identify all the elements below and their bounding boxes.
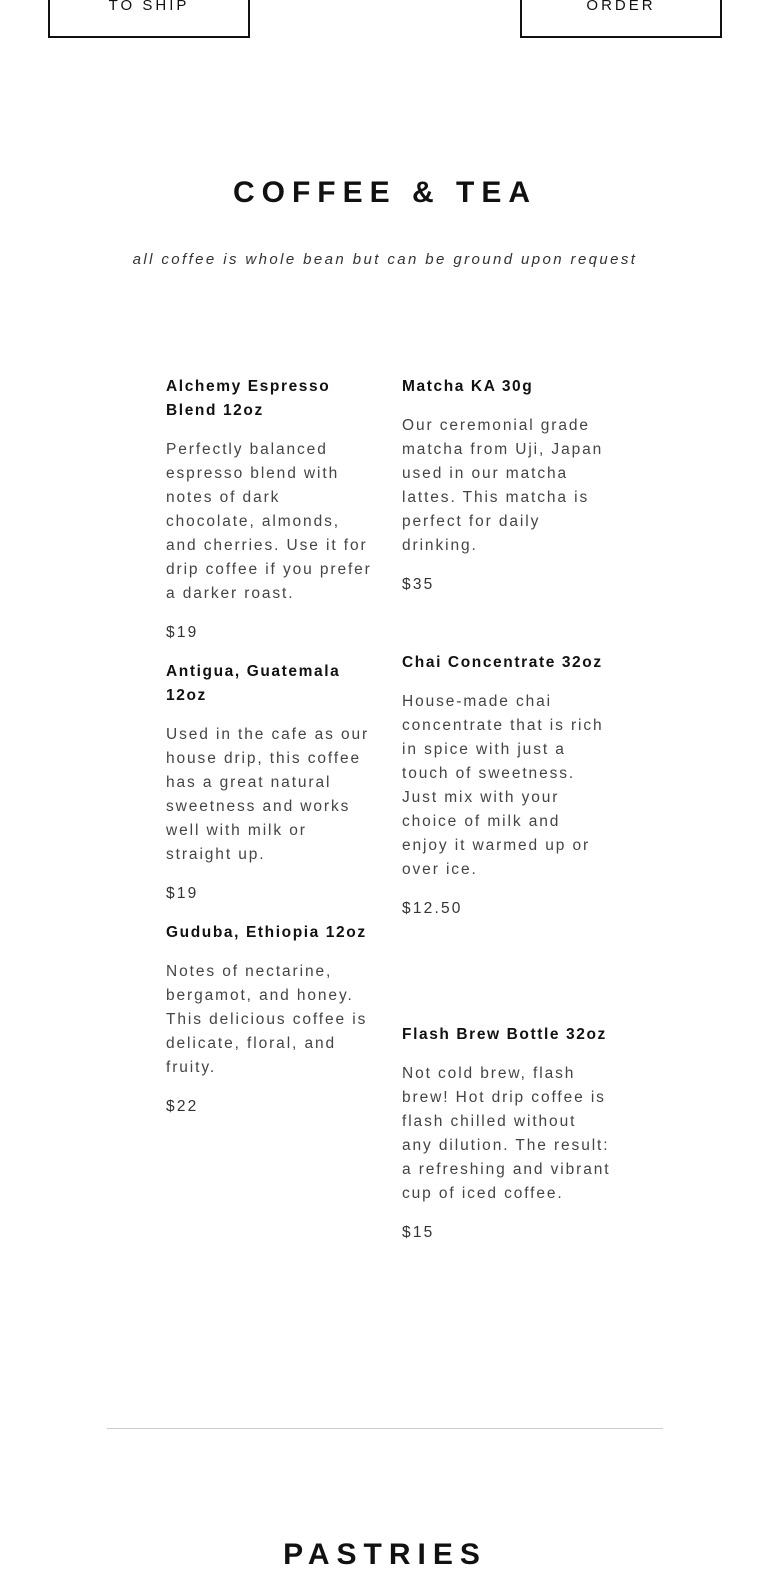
menu-item-description: House-made chai concentrate that is rich in spice with just a touch of sweetness. Just mix with your choice of milk and enjoy it warmed up or over ice.	[402, 693, 604, 878]
menu-item-name: Antigua, Guatemala 12oz	[166, 663, 341, 704]
menu-item	[402, 375, 612, 651]
section-subtitle: all coffee is whole bean but can be ground upon request	[132, 251, 638, 268]
menu-item	[166, 660, 376, 921]
menu-item-name: Alchemy Espresso Blend 12oz	[166, 378, 331, 419]
menu-item-price: $35	[402, 576, 435, 593]
menu-item-name: Flash Brew Bottle 32oz	[402, 1026, 607, 1043]
menu-item-name: Guduba, Ethiopia 12oz	[166, 924, 367, 941]
menu-item-price: $15	[402, 1224, 435, 1241]
menu-column-right	[402, 375, 612, 1245]
menu-item-description: Perfectly balanced espresso blend with notes of dark chocolate, almonds, and cherries. Use it for drip coffee if you prefer a darker roast.	[166, 441, 372, 602]
menu-item-name: Chai Concentrate 32oz	[402, 654, 603, 671]
menu-item	[166, 375, 376, 660]
menu-item-price: $12.50	[402, 900, 463, 917]
menu-item-description: Not cold brew, flash brew! Hot drip coffee is flash chilled without any dilution. The result: a refreshing and vibrant cup of iced coffee.	[402, 1065, 611, 1202]
menu-item-description: Our ceremonial grade matcha from Uji, Japan used in our matcha lattes. This matcha is perfect for daily drinking.	[402, 417, 604, 554]
section-divider	[107, 1428, 663, 1429]
next-section-title: PASTRIES	[283, 1538, 487, 1571]
menu-item-price: $22	[166, 1098, 199, 1115]
section-title: COFFEE & TEA	[232, 176, 537, 209]
menu-item-price: $19	[166, 885, 199, 902]
menu-item	[402, 651, 612, 1023]
menu-item-name: Matcha KA 30g	[402, 378, 534, 395]
menu-item	[166, 921, 376, 1119]
menu-item	[402, 1023, 612, 1245]
menu-column-left	[166, 375, 376, 1119]
menu-item-price: $19	[166, 624, 199, 641]
to-ship-button-label: TO SHIP	[108, 0, 190, 14]
order-button[interactable]	[520, 0, 722, 38]
menu-item-description: Used in the cafe as our house drip, this coffee has a great natural sweetness and works well with milk or straight up.	[166, 726, 370, 863]
to-ship-button[interactable]	[48, 0, 250, 38]
order-button-label: ORDER	[586, 0, 656, 14]
menu-item-description: Notes of nectarine, bergamot, and honey. This delicious coffee is delicate, floral, and fruity.	[166, 963, 368, 1076]
